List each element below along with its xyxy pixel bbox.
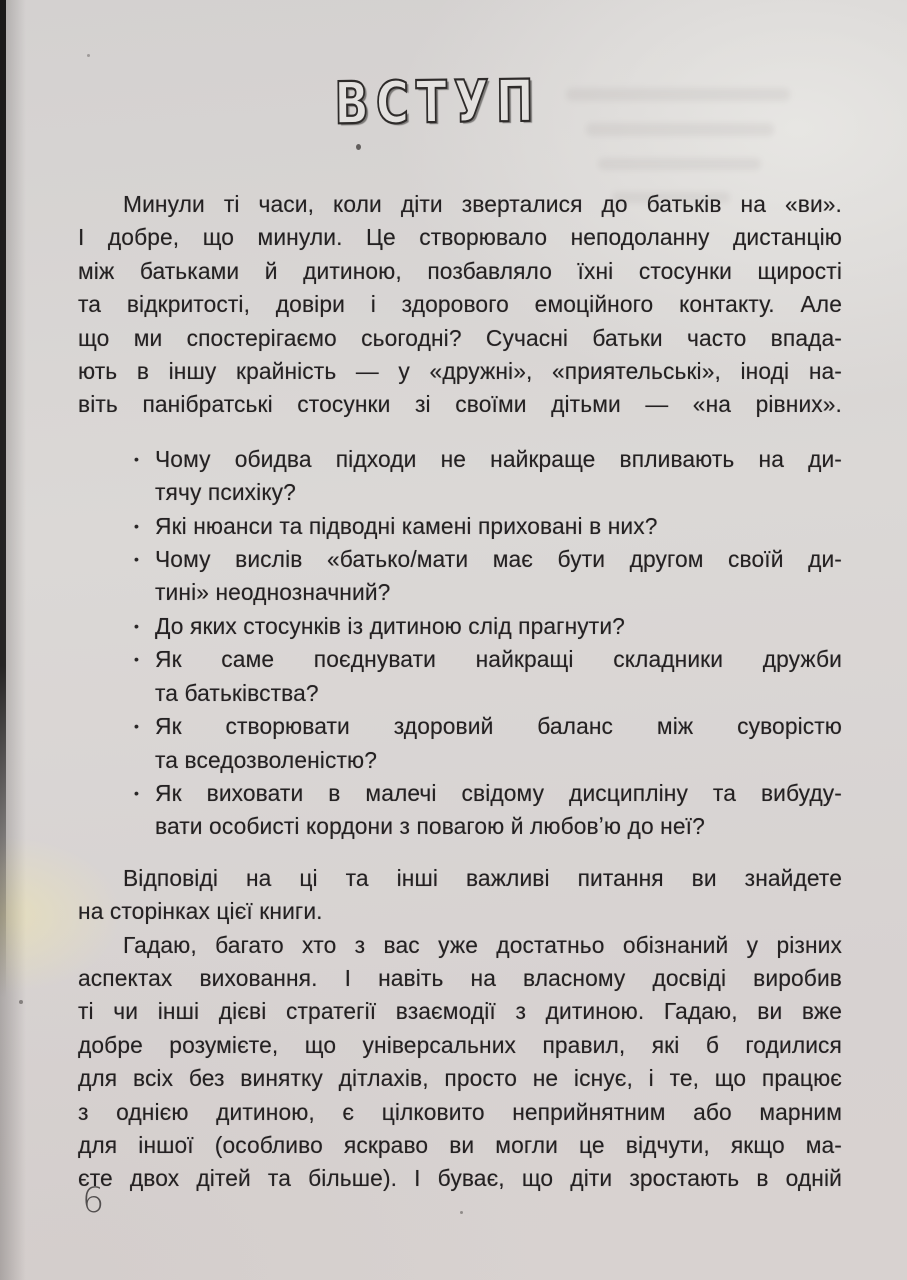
text-line: Як виховати в малечі свідому дисципліну та вибуду- — [155, 779, 842, 806]
text-line: для іншої (особливо яскраво ви могли це відчути, якщо ма- — [78, 1131, 842, 1158]
bullet-icon: • — [134, 617, 140, 634]
paragraph — [78, 188, 842, 422]
text-line: аспектах виховання. І навіть на власному досвіді виробив — [78, 964, 842, 991]
text-line: добре розумієте, що універсальних правил, які б годилися — [78, 1031, 842, 1058]
text-line: єте двох дітей та більше). І буває, що діти зростають в одній — [78, 1165, 842, 1192]
bullet-icon: • — [134, 517, 140, 534]
chapter-title: ВСТУП — [334, 66, 541, 138]
list-item — [78, 710, 842, 777]
bullet-icon: • — [134, 551, 140, 568]
dust-speck — [19, 1000, 23, 1004]
bullet-icon: • — [134, 784, 140, 801]
list-item — [78, 543, 842, 610]
text-line: на сторінках цієї книги. — [78, 898, 323, 925]
list-item — [78, 777, 842, 844]
text-line: та відкритості, довіри і здорового емоційного контакту. Але — [78, 291, 842, 318]
text-line: Які нюанси та підводні камені приховані в них? — [155, 512, 658, 539]
bullet-icon: • — [134, 718, 140, 735]
text-line: ті чи інші дієві стратегії взаємодії з дитиною. Гадаю, ви вже — [78, 998, 842, 1025]
text-line: Як створювати здоровий баланс між суворістю — [155, 713, 842, 740]
text-line: Відповіді на ці та інші важливі питання ви знайдете — [123, 864, 842, 891]
dust-speck — [460, 1211, 463, 1214]
text-line: та батьківства? — [155, 679, 319, 706]
book-spine-edge — [0, 0, 6, 1280]
text-line: тячу психіку? — [155, 479, 296, 506]
list-item — [78, 443, 842, 510]
dust-speck — [356, 144, 361, 150]
text-line: Чому обидва підходи не найкраще впливають на ди- — [155, 445, 842, 472]
text-line: віть панібратські стосунки зі своїми дітьми — «на рівних». — [78, 391, 842, 418]
text-line: ють в іншу крайність — у «дружні», «приятельські», іноді на- — [78, 358, 842, 385]
bullet-icon: • — [134, 651, 140, 668]
page-number: 6 — [82, 1181, 105, 1221]
list-item — [78, 610, 842, 643]
body-text-column — [78, 188, 842, 1196]
text-line: До яких стосунків із дитиною слід прагнути? — [155, 612, 625, 639]
showthrough-ghost-line — [598, 158, 761, 170]
text-line: з однією дитиною, є цілковито неприйнятним або марним — [78, 1098, 842, 1125]
bullet-icon: • — [134, 450, 140, 467]
text-line: Гадаю, багато хто з вас уже достатньо обізнаний у різних — [123, 931, 842, 958]
text-line: І добре, що минули. Це створювало неподоланну дистанцію — [78, 224, 842, 251]
bullet-list — [78, 443, 842, 844]
text-line: Як саме поєднувати найкращі складники дружби — [155, 646, 842, 673]
text-line: що ми спостерігаємо сьогодні? Сучасні батьки часто впада- — [78, 324, 842, 351]
list-item — [78, 510, 842, 543]
text-line: між батьками й дитиною, позбавляло їхні стосунки щирості — [78, 257, 842, 284]
paragraph — [78, 929, 842, 1196]
text-line: Чому вислів «батько/мати має бути другом своїй ди- — [155, 546, 842, 573]
text-line: тині» неоднозначний? — [155, 579, 391, 606]
text-line: для всіх без винятку дітлахів, просто не існує, і те, що працює — [78, 1065, 842, 1092]
list-item — [78, 643, 842, 710]
dust-speck — [87, 54, 90, 57]
text-line: Минули ті часи, коли діти зверталися до батьків на «ви». — [123, 191, 842, 217]
text-line: та вседозволеністю? — [155, 746, 377, 773]
text-line: вати особисті кордони з повагою й любовʼю до неї? — [155, 813, 705, 840]
paragraph — [78, 862, 842, 929]
